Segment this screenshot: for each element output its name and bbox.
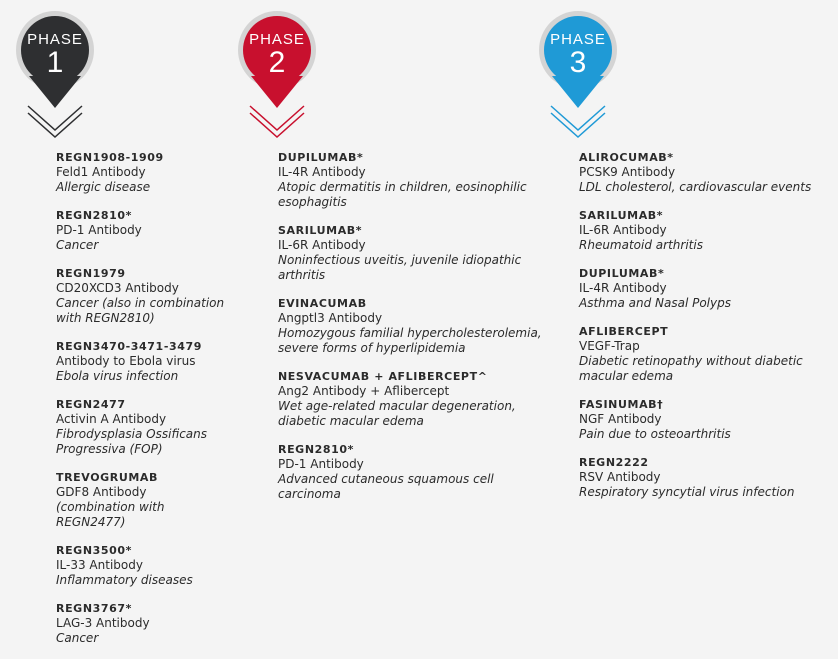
- drug-target: Ang2 Antibody + Aflibercept: [278, 384, 450, 398]
- drug-target: PCSK9 Antibody: [579, 165, 676, 179]
- drug-indication: Homozygous familial hypercholesterolemia, severe forms of hyperlipidemia: [278, 326, 542, 355]
- drug-name: SARILUMAB*: [278, 224, 363, 237]
- pipeline-entry: [579, 150, 824, 195]
- drug-name: SARILUMAB*: [579, 209, 664, 222]
- phase-2-number: 2: [268, 46, 286, 79]
- drug-indication: Allergic disease: [56, 180, 151, 194]
- phase-3-label: PHASE: [550, 31, 606, 48]
- drug-target: CD20XCD3 Antibody: [56, 281, 179, 295]
- drug-indication: Inflammatory diseases: [56, 573, 193, 587]
- drug-name: FASINUMAB†: [579, 398, 664, 411]
- drug-indication: Wet age-related macular degeneration, diabetic macular edema: [278, 399, 516, 428]
- pipeline-entry: [56, 150, 236, 195]
- drug-target: Antibody to Ebola virus: [56, 354, 196, 368]
- phase-1-number: 1: [46, 46, 64, 79]
- drug-name: REGN3500*: [56, 544, 132, 557]
- drug-indication: LDL cholesterol, cardiovascular events: [579, 180, 812, 194]
- drug-name: ALIROCUMAB*: [579, 151, 674, 164]
- drug-target: NGF Antibody: [579, 412, 662, 426]
- drug-target: VEGF-Trap: [579, 339, 640, 353]
- drug-target: Activin A Antibody: [56, 412, 167, 426]
- pipeline-entry: [579, 455, 824, 500]
- phase-2-list: [278, 150, 548, 515]
- drug-name: REGN2810*: [56, 209, 132, 222]
- drug-name: REGN3767*: [56, 602, 132, 615]
- pipeline-entry: [56, 339, 236, 384]
- phase-2-badge: [237, 10, 317, 140]
- pipeline-entry: [579, 324, 824, 384]
- drug-target: IL-6R Antibody: [278, 238, 366, 252]
- phase-3-badge: [538, 10, 618, 140]
- drug-name: REGN3470-3471-3479: [56, 340, 202, 353]
- drug-name: EVINACUMAB: [278, 297, 367, 310]
- drug-indication: Cancer: [56, 631, 99, 645]
- pipeline-entry: [278, 369, 548, 429]
- pipeline-entry: [579, 208, 824, 253]
- drug-indication: (combination with REGN2477): [56, 500, 165, 529]
- drug-name: DUPILUMAB*: [579, 267, 665, 280]
- drug-indication: Advanced cutaneous squamous cell carcinoma: [278, 472, 494, 501]
- drug-indication: Asthma and Nasal Polyps: [579, 296, 731, 310]
- drug-target: Feld1 Antibody: [56, 165, 146, 179]
- drug-target: PD-1 Antibody: [56, 223, 142, 237]
- pipeline-entry: [278, 442, 548, 502]
- drug-indication: Rheumatoid arthritis: [579, 238, 703, 252]
- drug-target: IL-4R Antibody: [579, 281, 667, 295]
- phase-1-list: [56, 150, 236, 659]
- drug-name: REGN1908-1909: [56, 151, 164, 164]
- drug-name: DUPILUMAB*: [278, 151, 364, 164]
- phase-3-number: 3: [569, 46, 587, 79]
- drug-name: REGN2222: [579, 456, 649, 469]
- pipeline-entry: [56, 266, 236, 326]
- drug-name: TREVOGRUMAB: [56, 471, 159, 484]
- pipeline-entry: [579, 397, 824, 442]
- drug-name: REGN1979: [56, 267, 126, 280]
- drug-indication: Noninfectious uveitis, juvenile idiopathic arthritis: [278, 253, 522, 282]
- drug-indication: Cancer (also in combination with REGN2810): [56, 296, 225, 325]
- pipeline-entry: [56, 208, 236, 253]
- drug-target: LAG-3 Antibody: [56, 616, 150, 630]
- drug-target: PD-1 Antibody: [278, 457, 364, 471]
- phase-1-label: PHASE: [27, 31, 83, 48]
- drug-indication: Fibrodysplasia Ossificans Progressiva (FOP): [56, 427, 208, 456]
- drug-target: IL-4R Antibody: [278, 165, 366, 179]
- drug-name: AFLIBERCEPT: [579, 325, 669, 338]
- drug-indication: Atopic dermatitis in children, eosinophilic esophagitis: [278, 180, 527, 209]
- pipeline-entry: [56, 470, 236, 530]
- drug-indication: Pain due to osteoarthritis: [579, 427, 731, 441]
- phase-1-badge: [15, 10, 95, 140]
- drug-target: IL-6R Antibody: [579, 223, 667, 237]
- drug-name: REGN2477: [56, 398, 126, 411]
- drug-name: NESVACUMAB + AFLIBERCEPT^: [278, 370, 488, 383]
- drug-target: GDF8 Antibody: [56, 485, 147, 499]
- drug-name: REGN2810*: [278, 443, 354, 456]
- drug-indication: Ebola virus infection: [56, 369, 179, 383]
- drug-target: RSV Antibody: [579, 470, 661, 484]
- pipeline-entry: [56, 397, 236, 457]
- pipeline-entry: [278, 296, 548, 356]
- phase-3-list: [579, 150, 824, 513]
- pipeline-entry: [278, 223, 548, 283]
- drug-target: Angptl3 Antibody: [278, 311, 383, 325]
- pipeline-entry: [56, 601, 236, 646]
- pipeline-entry: [579, 266, 824, 311]
- drug-target: IL-33 Antibody: [56, 558, 143, 572]
- phase-2-label: PHASE: [249, 31, 305, 48]
- drug-indication: Cancer: [56, 238, 99, 252]
- pipeline-entry: [278, 150, 548, 210]
- drug-indication: Diabetic retinopathy without diabetic macular edema: [579, 354, 803, 383]
- drug-indication: Respiratory syncytial virus infection: [579, 485, 795, 499]
- pipeline-entry: [56, 543, 236, 588]
